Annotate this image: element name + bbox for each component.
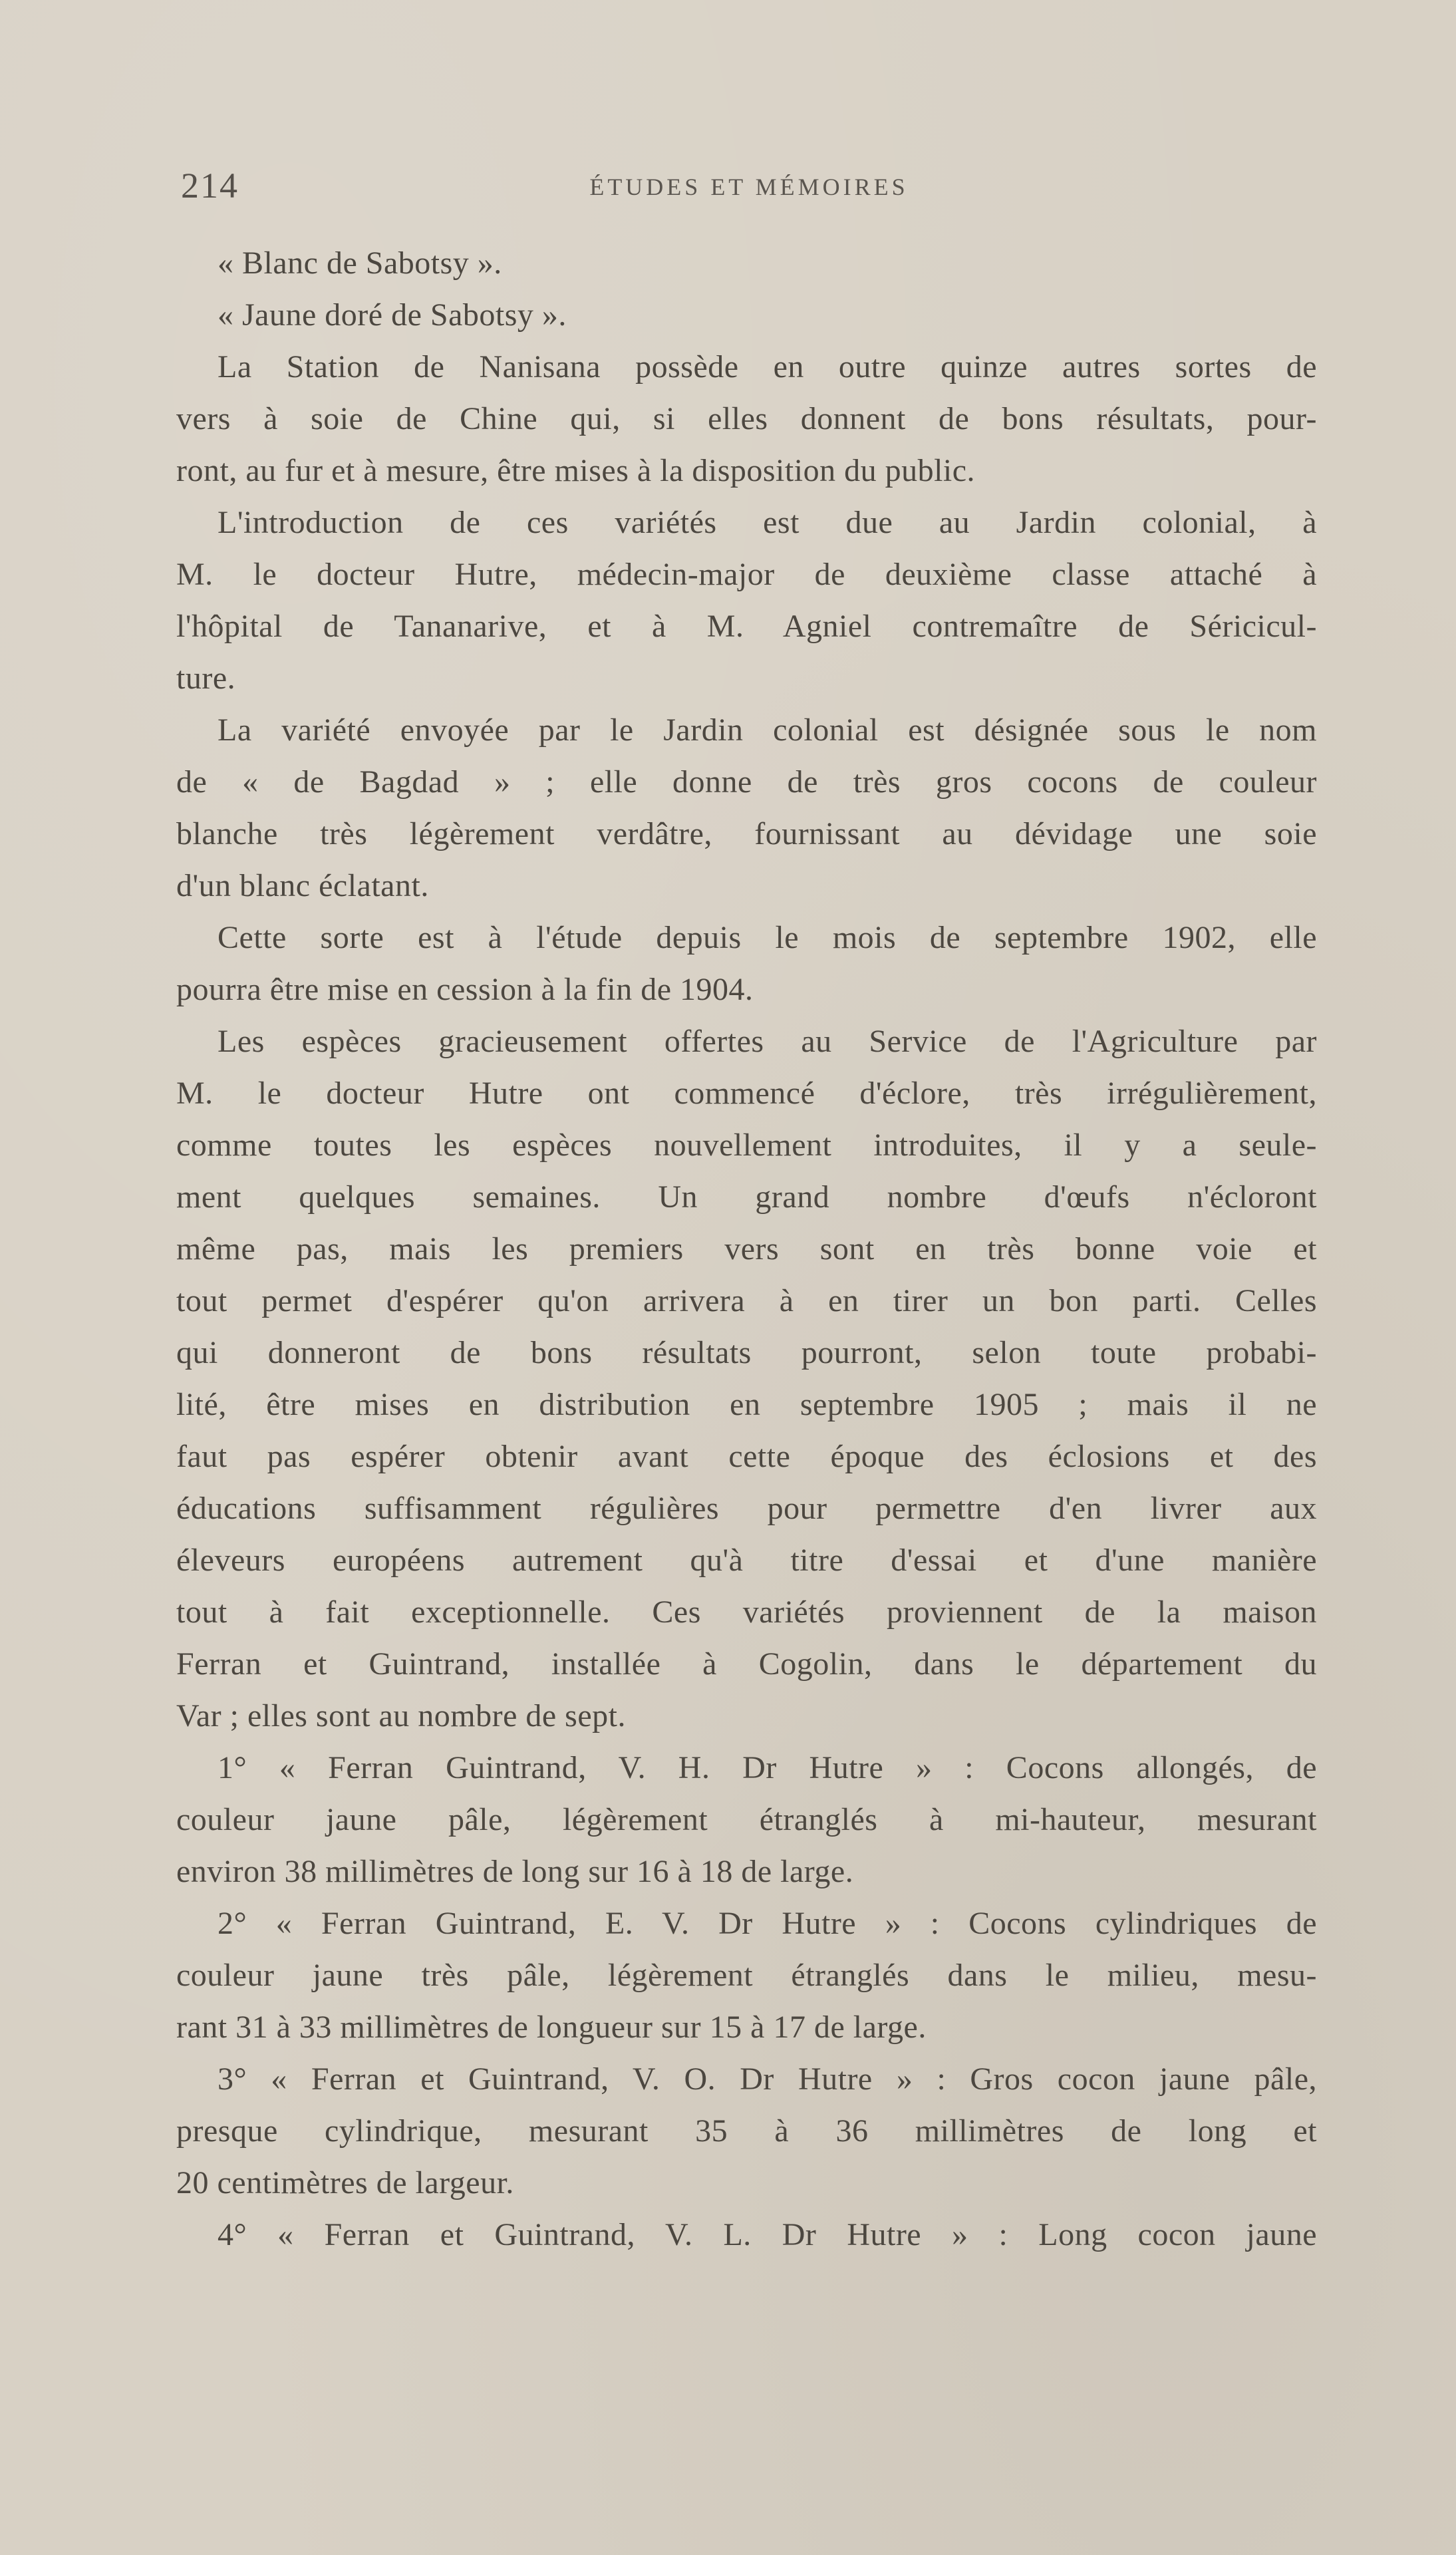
- text-line: pourra être mise en cession à la fin de 1904.: [176, 972, 754, 1007]
- text-line: Cette sorte est à l'étude depuis le mois de septembre 1902, elle: [218, 920, 1317, 955]
- text-line: M. le docteur Hutre, médecin-major de deuxième classe attaché à: [176, 557, 1317, 592]
- text-line: Var ; elles sont au nombre de sept.: [176, 1698, 626, 1733]
- text-line: environ 38 millimètres de long sur 16 à 18 de large.: [176, 1854, 854, 1889]
- text-line: rant 31 à 33 millimètres de longueur sur 15 à 17 de large.: [176, 2010, 927, 2045]
- text-line: d'un blanc éclatant.: [176, 868, 429, 903]
- text-line: blanche très légèrement verdâtre, fournissant au dévidage une soie: [176, 816, 1317, 851]
- text-line: faut pas espérer obtenir avant cette époque des éclosions et des: [176, 1439, 1317, 1474]
- text-line: même pas, mais les premiers vers sont en très bonne voie et: [176, 1231, 1317, 1267]
- text-line: La variété envoyée par le Jardin colonial est désignée sous le nom: [218, 712, 1317, 748]
- text-line: couleur jaune très pâle, légèrement étranglés dans le milieu, mesu-: [176, 1958, 1317, 1993]
- text-line: 1° « Ferran Guintrand, V. H. Dr Hutre » : Cocons allongés, de: [218, 1750, 1317, 1785]
- text-line: 3° « Ferran et Guintrand, V. O. Dr Hutre » : Gros cocon jaune pâle,: [218, 2061, 1317, 2097]
- text-line: La Station de Nanisana possède en outre quinze autres sortes de: [218, 349, 1317, 384]
- text-line: qui donneront de bons résultats pourront, selon toute probabi-: [176, 1335, 1317, 1370]
- text-line: l'hôpital de Tananarive, et à M. Agniel contremaître de Séricicul-: [176, 609, 1317, 644]
- text-line: comme toutes les espèces nouvellement introduites, il y a seule-: [176, 1127, 1317, 1163]
- text-line: couleur jaune pâle, légèrement étranglés à mi-hauteur, mesurant: [176, 1802, 1317, 1837]
- text-line: ture.: [176, 661, 236, 696]
- text-line: éducations suffisamment régulières pour permettre d'en livrer aux: [176, 1491, 1317, 1526]
- running-head: ÉTUDES ET MÉMOIRES: [589, 174, 909, 200]
- text-line: vers à soie de Chine qui, si elles donnent de bons résultats, pour-: [176, 401, 1317, 436]
- text-line: lité, être mises en distribution en septembre 1905 ; mais il ne: [176, 1387, 1317, 1422]
- text-line: Ferran et Guintrand, installée à Cogolin, dans le département du: [176, 1646, 1317, 1682]
- text-line: Les espèces gracieusement offertes au Service de l'Agriculture par: [218, 1024, 1317, 1059]
- text-line: M. le docteur Hutre ont commencé d'éclore, très irrégulièrement,: [176, 1076, 1317, 1111]
- text-line: tout à fait exceptionnelle. Ces variétés proviennent de la maison: [176, 1594, 1317, 1630]
- page-number: 214: [181, 166, 239, 206]
- text-line: ment quelques semaines. Un grand nombre d'œufs n'écloront: [176, 1179, 1317, 1215]
- text-line: de « de Bagdad » ; elle donne de très gros cocons de couleur: [176, 764, 1317, 800]
- text-line: 20 centimètres de largeur.: [176, 2165, 514, 2200]
- text-line: 2° « Ferran Guintrand, E. V. Dr Hutre » : Cocons cylindriques de: [218, 1906, 1317, 1941]
- text-line: « Jaune doré de Sabotsy ».: [218, 297, 567, 333]
- page-header: [181, 165, 1317, 218]
- text-line: presque cylindrique, mesurant 35 à 36 millimètres de long et: [176, 2113, 1317, 2149]
- text-line: éleveurs européens autrement qu'à titre d'essai et d'une manière: [176, 1543, 1317, 1578]
- text-line: tout permet d'espérer qu'on arrivera à en tirer un bon parti. Celles: [176, 1283, 1317, 1318]
- text-line: 4° « Ferran et Guintrand, V. L. Dr Hutre » : Long cocon jaune: [218, 2217, 1317, 2252]
- text-line: L'introduction de ces variétés est due au Jardin colonial, à: [218, 505, 1317, 540]
- text-line: ront, au fur et à mesure, être mises à la disposition du public.: [176, 453, 976, 488]
- text-line: « Blanc de Sabotsy ».: [218, 245, 502, 281]
